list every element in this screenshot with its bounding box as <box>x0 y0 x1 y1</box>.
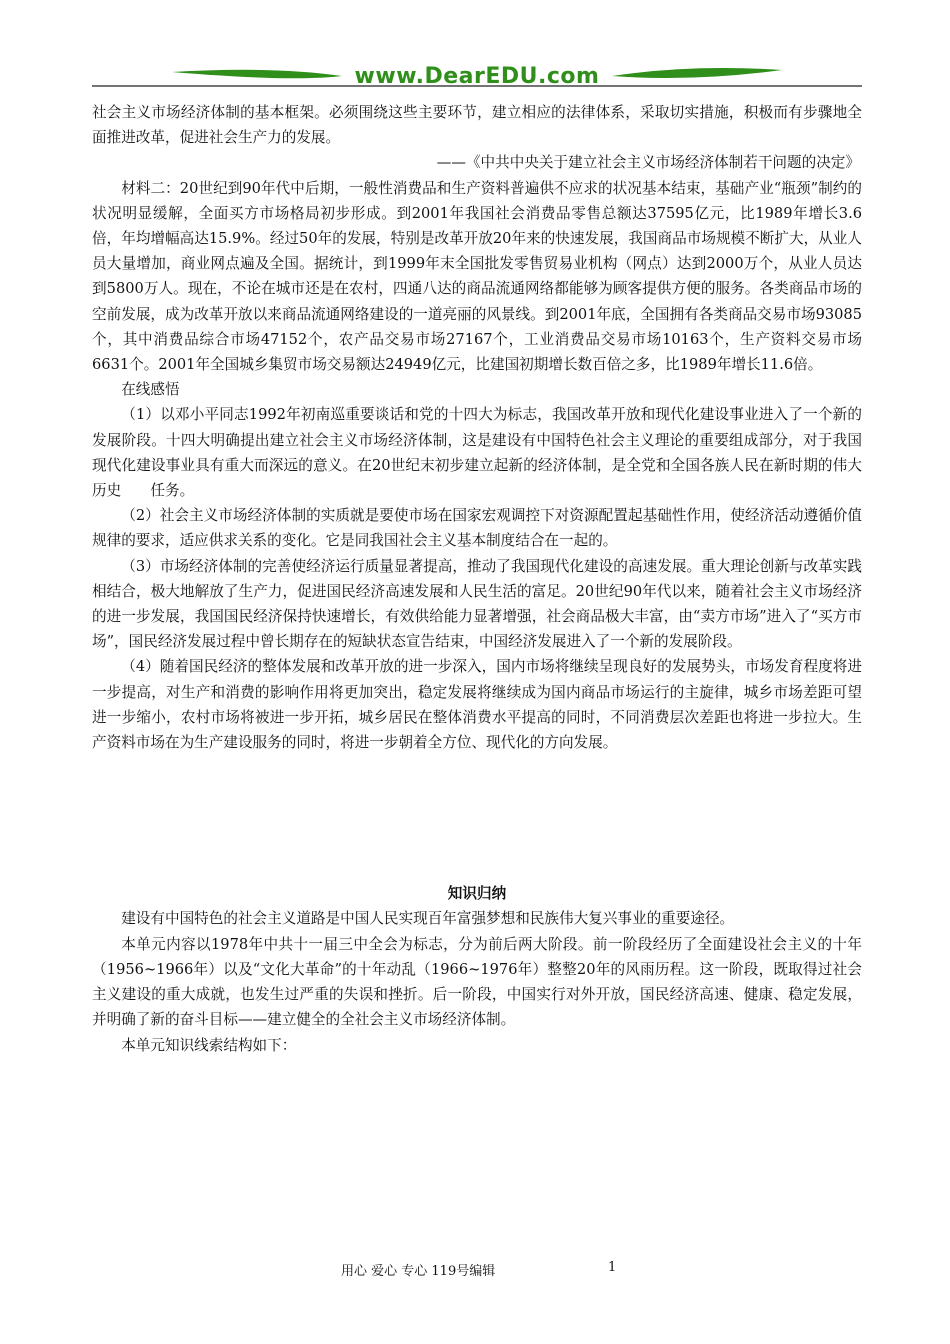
spacer <box>92 755 862 881</box>
section-title: 知识归纳 <box>447 885 507 903</box>
paragraph-summary-1: 建设有中国特色的社会主义道路是中国人民实现百年富强梦想和民族伟大复兴事业的重要途径。 <box>121 910 735 928</box>
header-banner <box>92 60 862 96</box>
paragraph-point-3: （3）市场经济体制的完善使经济运行质量显著提高，推动了我国现代化建设的高速发展。重大理论创新与改革实践相结合，极大地解放了生产力，促进国民经济高速发展和人民生活的富足。20世纪90年代以来，随着社会主义市场经济的进一步发展，我国国民经济保持快速增长，有效供给能力显著增强，社会商品极大丰富，由“卖方市场”进入了“买方市场”，国民经济发展过程中曾长期存在的短缺状态宣告结束，中国经济发展进入了一个新的发展阶段。 <box>92 557 862 651</box>
heading-online-insight: 在线感悟 <box>121 381 180 399</box>
paragraph-material-2: 材料二：20世纪到90年代中后期，一般性消费品和生产资料普遍供不应求的状况基本结束，基础产业“瓶颈”制约的状况明显缓解，全面买方市场格局初步形成。到2001年我国社会消费品零售总额达37595亿元，比1989年增长3.6倍，年均增幅高达15.9%。经过50年的发展，特别是改革开放20年来的快速发展，我国商品市场规模不断扩大，从业人员大量增加，商业网点遍及全国。据统计，到1999年末全国批发零售贸易业机构（网点）达到2000万个，从业人员达到5800万人。现在，不论在城市还是在农村，四通八达的商品流通网络都能够为顾客提供方便的服务。各类商品市场的空前发展，成为改革开放以来商品流通网络建设的一道亮丽的风景线。到2001年底，全国拥有各类商品交易市场93085个，其中消费品综合市场47152个，农产品交易市场27167个，工业消费品交易市场10163个，生产资料交易市场6631个。2001年全国城乡集贸市场交易额达24949亿元，比建国初期增长数百倍之多，比1989年增长11.6倍。 <box>92 179 862 374</box>
paragraph-summary-3: 本单元知识线索结构如下： <box>121 1036 297 1054</box>
paragraph-point-1: （1）以邓小平同志1992年初南巡重要谈话和党的十四大为标志，我国改革开放和现代化建设事业进入了一个新的发展阶段。十四大明确提出建立社会主义市场经济体制，这是建设有中国特色社会主义理论的重要组成部分，对于我国现代化建设事业具有重大而深远的意义。在20世纪末初步建立起新的经济体制，是全党和全国各族人民在新时期的伟大历史 任务。 <box>92 406 862 500</box>
footer-text: 用心 爱心 专心 119号编辑 <box>341 1264 496 1279</box>
document-body <box>92 100 862 1058</box>
citation: ——《中共中央关于建立社会主义市场经济体制若干问题的决定》 <box>436 154 860 172</box>
paragraph-point-2: （2）社会主义市场经济体制的实质就是要使市场在国家宏观调控下对资源配置起基础性作用，使经济活动遵循价值规律的要求，适应供求关系的变化。它是同我国社会主义基本制度结合在一起的。 <box>92 507 862 550</box>
paragraph-summary-2: 本单元内容以1978年中共十一届三中全会为标志，分为前后两大阶段。前一阶段经历了全面建设社会主义的十年（1956~1966年）以及“文化大革命”的十年动乱（1966~1976年）整整20年的风雨历程。这一阶段，既取得过社会主义建设的重大成就，也发生过严重的失误和挫折。后一阶段，中国实行对外开放，国民经济高速、健康、稳定发展，并明确了新的奋斗目标——建立健全的全社会主义市场经济体制。 <box>92 935 862 1029</box>
page-number: 1 <box>608 1260 617 1275</box>
paragraph-intro: 社会主义市场经济体制的基本框架。必须围绕这些主要环节，建立相应的法律体系，采取切实措施，积极而有步骤地全面推进改革，促进社会生产力的发展。 <box>92 104 862 147</box>
site-logo[interactable]: www.DearEDU.com <box>354 64 600 89</box>
paragraph-point-4: （4）随着国民经济的整体发展和改革开放的进一步深入，国内市场将继续呈现良好的发展势头，市场发育程度将进一步提高，对生产和消费的影响作用将更加突出，稳定发展将继续成为国内商品市场运行的主旋律，城乡市场差距可望进一步缩小，农村市场将被进一步开拓，城乡居民在整体消费水平提高的同时，不同消费层次差距也将进一步拉大。生产资料市场在为生产建设服务的同时，将进一步朝着全方位、现代化的方向发展。 <box>92 658 862 752</box>
